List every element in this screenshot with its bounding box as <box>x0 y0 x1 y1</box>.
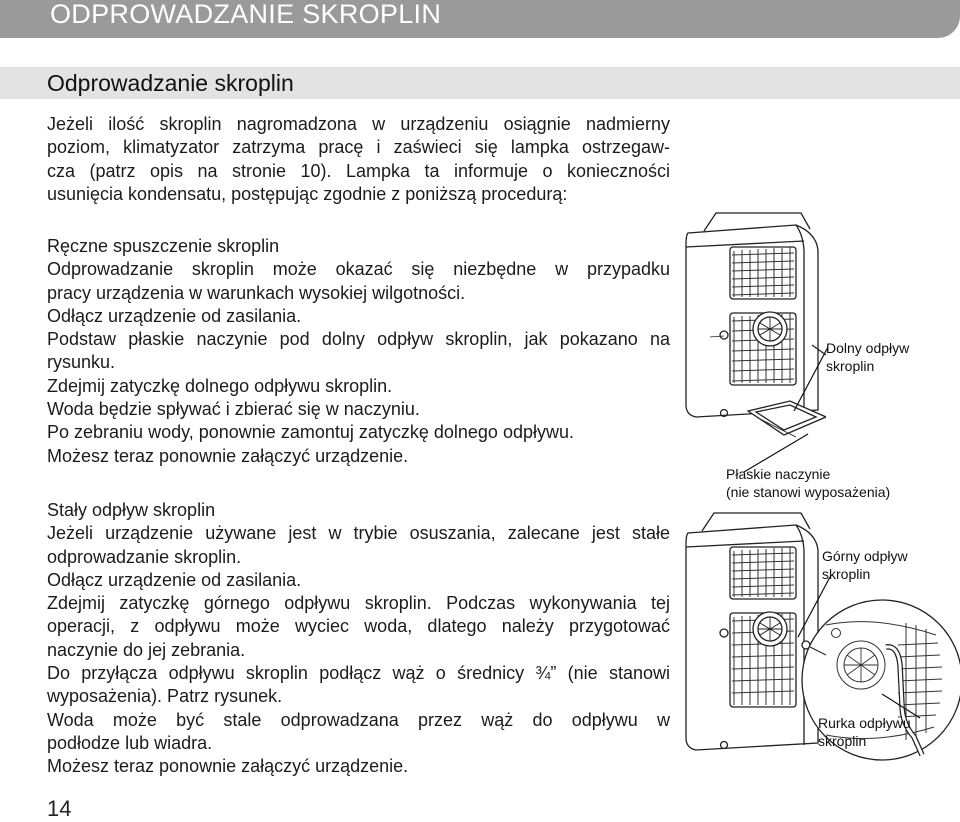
manual-drain-heading: Ręczne spuszczenie skroplin <box>47 236 280 256</box>
continuous-drain-heading: Stały odpływ skroplin <box>47 500 216 520</box>
intro-line: usunięcia kondensatu, postępując zgodnie z poniższą procedurą: <box>47 183 568 204</box>
continuous-line: naczynie do jej zebrania. <box>47 639 246 660</box>
continuous-line: podłodze lub wiadra. <box>47 732 213 753</box>
intro-line: poziom, klimatyzator zatrzyma pracę i zaświeci się lampka ostrzegaw- <box>47 137 670 158</box>
manual-line: Odłącz urządzenie od zasilania. <box>47 305 302 326</box>
manual-line: Możesz teraz ponownie załączyć urządzenie. <box>47 445 409 466</box>
intro-line: cza (patrz opis na stronie 10). Lampka ta informuje o konieczności <box>47 160 670 181</box>
continuous-drain-section <box>47 499 670 779</box>
header-bar <box>0 0 960 38</box>
air-conditioner-lower-drain-illustration <box>676 205 826 455</box>
page-header-title: ODPROWADZANIE SKROPLIN <box>50 0 442 29</box>
intro-paragraph <box>47 113 670 206</box>
manual-line: Zdejmij zatyczkę dolnego odpływu skroplin. <box>47 375 393 396</box>
caption-flat-pan: Płaskie naczynie (nie stanowi wyposażenia) <box>726 466 891 500</box>
continuous-line: Woda może być stale odprowadzana przez wąż do odpływu w <box>47 709 670 730</box>
continuous-line: Do przyłącza odpływu skroplin podłącz wąż o średnicy ¾” (nie stanowi <box>47 663 670 684</box>
continuous-line: Zdejmij zatyczkę górnego odpływu skroplin. Podczas wykonywania tej <box>47 593 670 614</box>
continuous-line: Odłącz urządzenie od zasilania. <box>47 569 302 590</box>
page-number: 14 <box>47 796 72 821</box>
manual-line: Podstaw płaskie naczynie pod dolny odpływ skroplin, jak pokazano na <box>47 329 670 350</box>
drain-pointer-line <box>790 345 830 415</box>
manual-line: Woda będzie spływać i zbierać się w naczyniu. <box>47 399 420 420</box>
caption-upper-drain: Górny odpływ skroplin <box>822 548 908 582</box>
manual-line: Po zebraniu wody, ponownie zamontuj zatyczkę dolnego odpływu. <box>47 422 574 443</box>
caption-lower-drain: Dolny odpływ skroplin <box>826 340 910 374</box>
continuous-line: operacji, z odpływu może wyciec woda, dlatego należy przygotować <box>47 616 670 637</box>
manual-line: pracy urządzenia w warunkach wysokiej wilgotności. <box>47 282 466 303</box>
continuous-line: Możesz teraz ponownie załączyć urządzenie. <box>47 756 409 777</box>
continuous-line: odprowadzanie skroplin. <box>47 546 242 567</box>
caption-drain-hose: Rurka odpływu skroplin <box>818 715 911 749</box>
manual-drain-section <box>47 235 670 468</box>
section-title-bar <box>0 67 960 99</box>
manual-line: rysunku. <box>47 352 116 373</box>
manual-line: Odprowadzanie skroplin może okazać się niezbędne w przypadku <box>47 259 670 280</box>
continuous-line: wyposażenia). Patrz rysunek. <box>47 686 283 707</box>
upper-drain-pointer-line <box>790 575 870 645</box>
continuous-line: Jeżeli urządzenie używane jest w trybie osuszania, zalecane jest stałe <box>47 523 670 544</box>
intro-line: Jeżeli ilość skroplin nagromadzona w urządzeniu osiągnie nadmierny <box>47 114 670 134</box>
section-title: Odprowadzanie skroplin <box>47 70 294 96</box>
